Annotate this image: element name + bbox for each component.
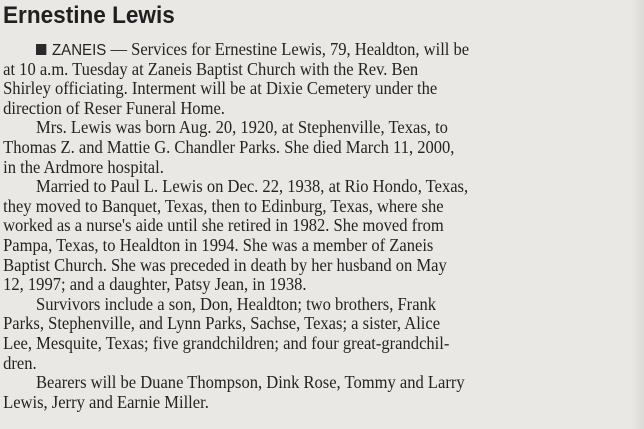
text-line: Lewis, Jerry and Earnie Miller. (3, 391, 209, 412)
paragraph-survivors: Survivors include a son, Don, Healdton; two brothers, Frank (36, 293, 437, 314)
square-bullet-icon (36, 44, 46, 55)
text-line: Thomas Z. and Mattie G. Chandler Parks. She died March 11, 2000, (3, 136, 455, 157)
dateline: ZANEIS (51, 42, 107, 59)
paragraph-birth: Mrs. Lewis was born Aug. 20, 1920, at Stephenville, Texas, to (36, 117, 448, 138)
text-line: direction of Reser Funeral Home. (3, 97, 225, 118)
text-line: Lee, Mesquite, Texas; five grandchildren; and four great-grandchil- (3, 332, 450, 353)
text-line: Shirley officiating. Interment will be at Dixie Cemetery under the (3, 78, 438, 99)
text-line: they moved to Banquet, Texas, then to Edinburg, Texas, where she (3, 195, 444, 216)
text-line: in the Ardmore hospital. (3, 156, 164, 177)
text-line: — Services for Ernestine Lewis, 79, Healdton, will be (106, 39, 470, 59)
text-line: 12, 1997; and a daughter, Patsy Jean, in 1938. (3, 274, 307, 295)
page-edge-shadow (630, 0, 644, 429)
paragraph-marriage: Married to Paul L. Lewis on Dec. 22, 1938, at Rio Hondo, Texas, (36, 176, 469, 197)
obituary-body (3, 39, 611, 412)
paragraph-bearers: Bearers will be Duane Thompson, Dink Rose, Tommy and Larry (36, 372, 465, 393)
text-line: Pampa, Texas, to Healdton in 1994. She was a member of Zaneis (3, 234, 434, 255)
text-line: Parks, Stephenville, and Lynn Parks, Sachse, Texas; a sister, Alice (3, 313, 441, 334)
obituary-headline: Ernestine Lewis (3, 2, 175, 29)
text-line: at 10 a.m. Tuesday at Zaneis Baptist Church with the Rev. Ben (3, 58, 419, 79)
text-line: dren. (3, 352, 37, 373)
paragraph-services (36, 40, 611, 60)
text-line: Baptist Church. She was preceded in death by her husband on May (3, 254, 447, 275)
text-line: worked as a nurse's aide until she retired in 1982. She moved from (3, 215, 444, 236)
